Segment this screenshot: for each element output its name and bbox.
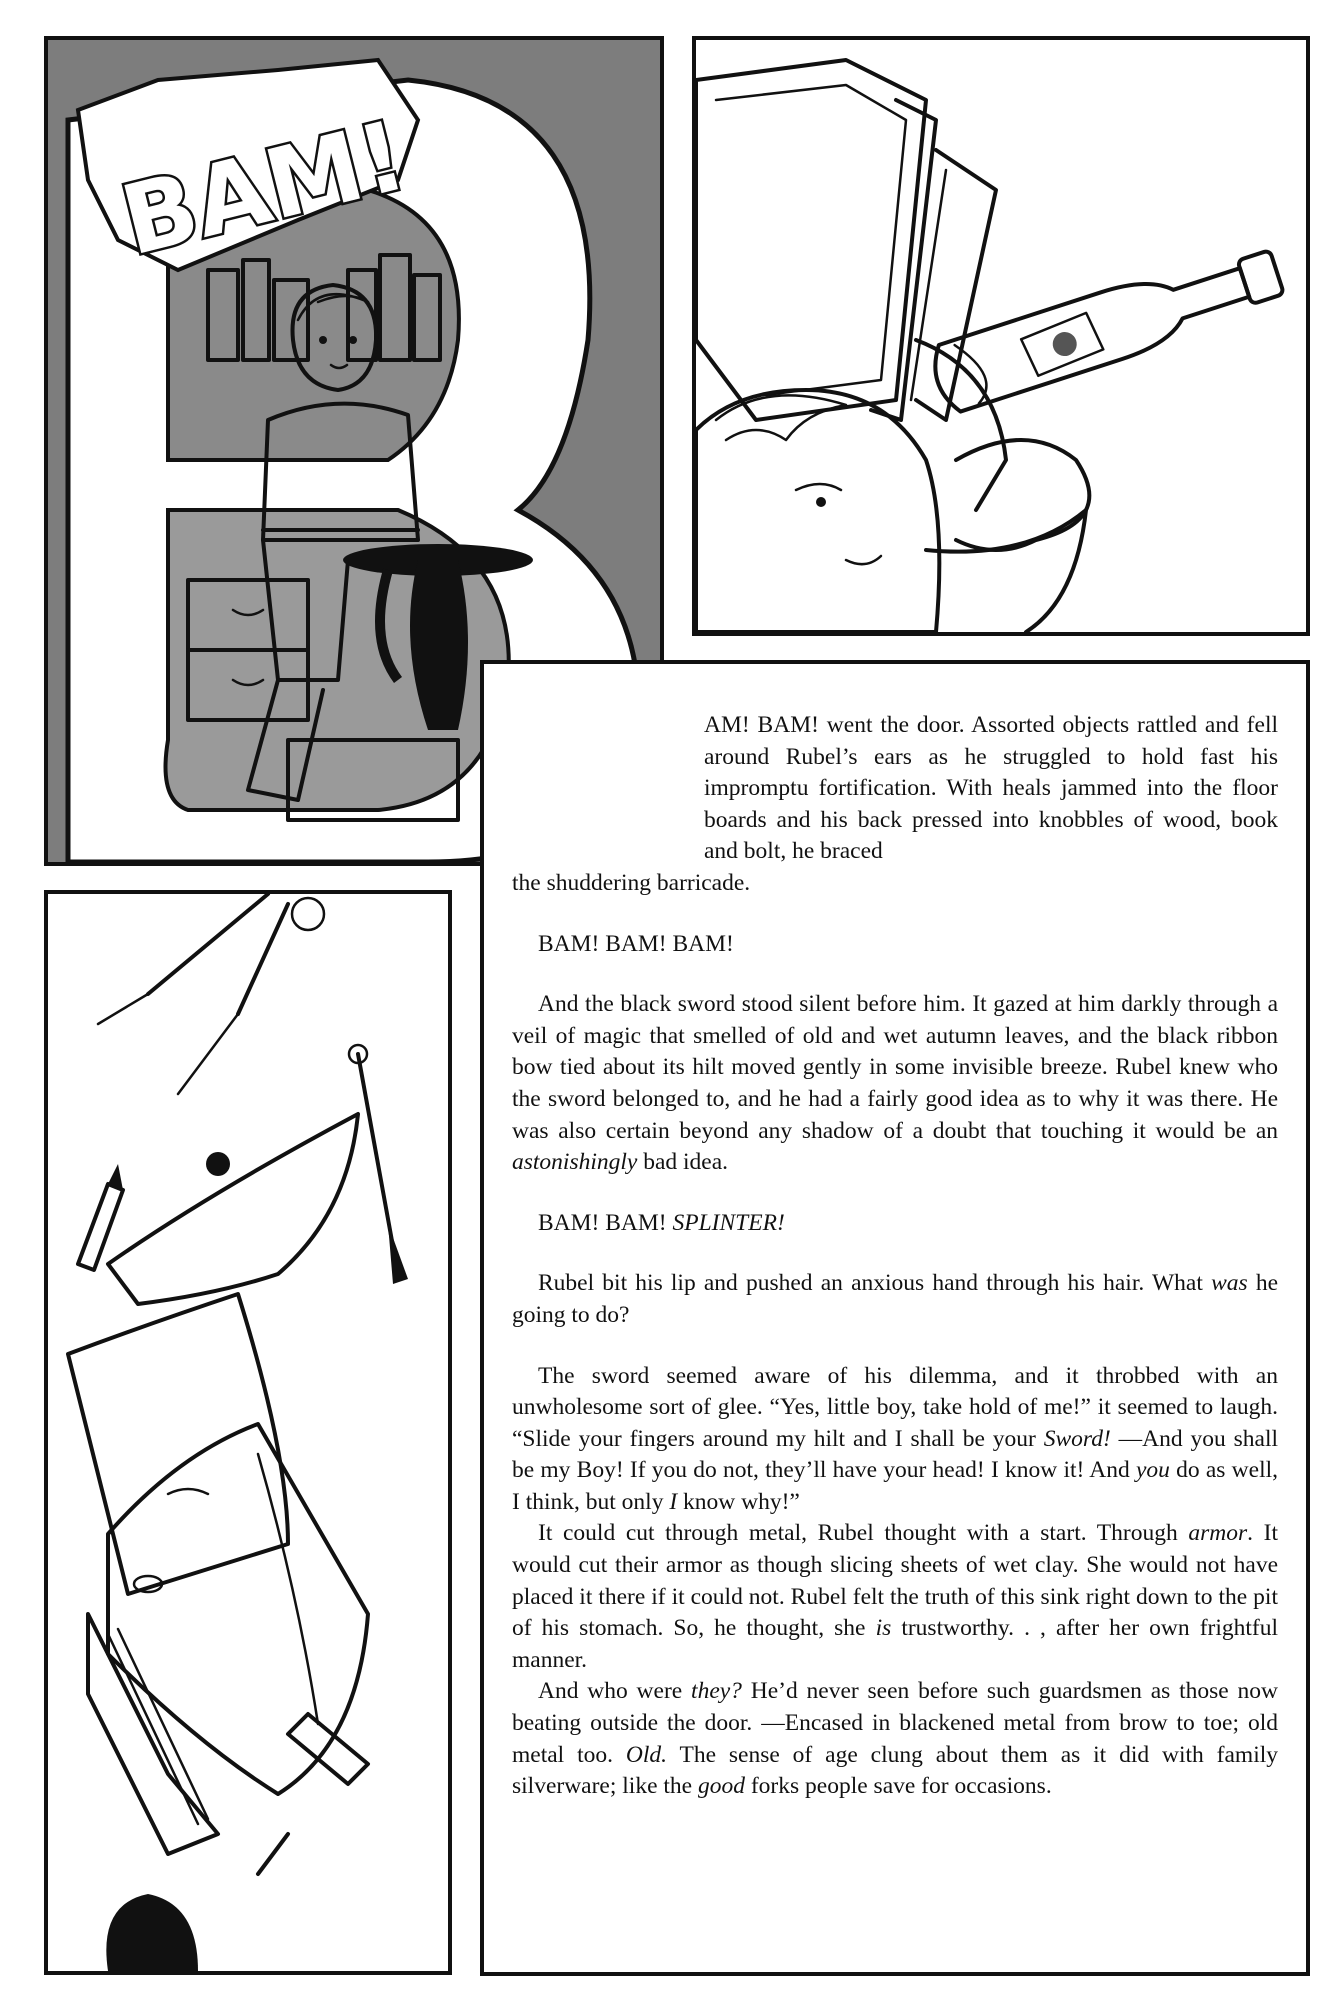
open-book bbox=[88, 1424, 368, 1854]
panel-flying-objects bbox=[44, 890, 452, 1975]
paragraph-3: And the black sword stood silent before him. It gazed at him darkly through a veil of magic that smelled of old and wet autumn leaves, and the black ribbon bow tied about its hilt moved gently in some invisible breeze. Rubel knew who the sword belonged to, and he had a fairly good idea as to why it was there. He was also certain beyond any shadow of a doubt that touching it would be an astonishingly bad idea. bbox=[512, 991, 1278, 1176]
paragraph-7: It could cut through metal, Rubel thought with a start. Through armor. It would cut their armor as though slicing sheets of wet clay. She would not have placed it there if it could not. Rubel felt the truth of this sink right down to the pit of his stomach. So, he thought, she is trustworthy. . , after her own frightful manner. bbox=[512, 1520, 1279, 1673]
compass-tool bbox=[98, 894, 324, 1094]
falling-bottle-illustration bbox=[696, 40, 1306, 632]
paragraph-4: BAM! BAM! SPLINTER! bbox=[538, 1209, 785, 1236]
rubel-head-ducking bbox=[696, 340, 1089, 632]
inkwell bbox=[106, 1894, 198, 1971]
story-text bbox=[512, 710, 1278, 1803]
tumbling-books bbox=[696, 60, 996, 420]
paragraph-8: And who were they? He’d never seen before such guardsmen as those now beating outside the door. —Encased in blackened metal from brow to toe; old metal too. Old. The sense of age clung about them as it did with family silverware; like the good forks people save for occasions. bbox=[512, 1678, 1279, 1800]
paragraph-5: Rubel bit his lip and pushed an anxious hand through his hair. What was he going to do? bbox=[512, 1270, 1279, 1328]
panel-falling-bottle bbox=[692, 36, 1310, 636]
quill-pen bbox=[349, 1045, 408, 1284]
paragraph-1-lead: AM! BAM! went the door. Assorted objects rattled and fell around Rubel’s ears as he struggled to hold fast his impromptu fortification. With heals jammed into the floor boards and his back pressed into knobbles of wood, book and bolt, he braced bbox=[704, 712, 1278, 865]
paragraph-6: The sword seemed aware of his dilemma, and it throbbed with an unwholesome sort of glee. “Yes, little boy, take hold of me!” it seemed to laugh. “Slide your fingers around my hilt and I shall be your Sword! —And you shall be my Boy! If you do not, they’ll have your head! I know it! And you do as well, I think, but only I know why!” bbox=[512, 1362, 1279, 1515]
pen-nib bbox=[258, 1834, 288, 1874]
paragraph-2: BAM! BAM! BAM! bbox=[538, 930, 734, 957]
flying-objects-illustration bbox=[48, 894, 448, 1971]
pencil bbox=[78, 1164, 123, 1270]
bam-text: BAM! bbox=[111, 99, 417, 278]
paragraph-1-end: the shuddering barricade. bbox=[512, 869, 751, 896]
